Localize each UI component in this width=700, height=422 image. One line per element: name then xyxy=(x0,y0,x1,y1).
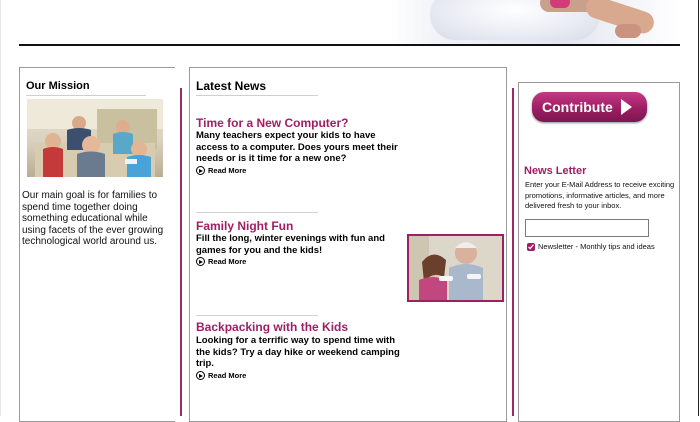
page-left-edge xyxy=(0,0,1,416)
news-item-description: Fill the long, winter evenings with fun and games for you and the kids! xyxy=(196,233,385,256)
read-more-label: Read More xyxy=(208,166,247,175)
sidebar-panel xyxy=(518,82,680,422)
mission-title-rule xyxy=(26,95,146,96)
mission-family-photo xyxy=(27,99,163,177)
newsletter-checkbox-row[interactable] xyxy=(527,242,655,251)
read-more-link[interactable] xyxy=(196,257,246,266)
mission-title: Our Mission xyxy=(26,80,90,92)
header-divider xyxy=(19,44,680,46)
page-right-edge xyxy=(698,0,699,416)
news-item-title[interactable]: Family Night Fun xyxy=(196,219,294,233)
read-more-link[interactable] xyxy=(196,371,246,380)
play-circle-icon xyxy=(196,257,205,266)
play-circle-icon xyxy=(196,166,205,175)
newsletter-checkbox[interactable] xyxy=(527,243,535,251)
newsletter-title: News Letter xyxy=(524,165,587,177)
news-title-rule xyxy=(196,95,318,96)
read-more-link[interactable] xyxy=(196,166,246,175)
news-separator xyxy=(196,212,318,213)
newsletter-description: Enter your E-Mail Address to receive exciting promotions, informative articles, and more delivered fresh to your inbox. xyxy=(525,180,675,210)
play-circle-icon xyxy=(196,371,205,380)
news-item-description: Many teachers expect your kids to have access to a computer. Does yours meet their needs or is it time for a new one? xyxy=(196,130,398,164)
news-item-title[interactable]: Backpacking with the Kids xyxy=(196,320,349,334)
read-more-label: Read More xyxy=(208,257,247,266)
arrow-right-icon xyxy=(621,99,632,115)
contribute-button[interactable] xyxy=(532,92,647,122)
mission-panel xyxy=(19,67,175,422)
news-separator xyxy=(196,315,318,316)
newsletter-email-input[interactable] xyxy=(525,219,649,237)
news-item-description: Looking for a terrific way to spend time with the kids? Try a day hike or weekend camping trip. xyxy=(196,335,400,369)
read-more-label: Read More xyxy=(208,371,247,380)
news-title: Latest News xyxy=(196,79,267,93)
header-family-photo xyxy=(390,0,680,44)
mission-text: Our main goal is for families to spend time together doing something educational while using facets of the ever growing technological world around us. xyxy=(22,190,164,247)
news-panel xyxy=(189,67,507,422)
newsletter-checkbox-label: Newsletter - Monthly tips and ideas xyxy=(538,242,655,251)
family-night-photo xyxy=(407,234,504,302)
contribute-label: Contribute xyxy=(542,99,613,115)
news-accent-bar xyxy=(512,88,514,416)
news-item-title[interactable]: Time for a New Computer? xyxy=(196,116,349,130)
mission-accent-bar xyxy=(180,88,182,416)
